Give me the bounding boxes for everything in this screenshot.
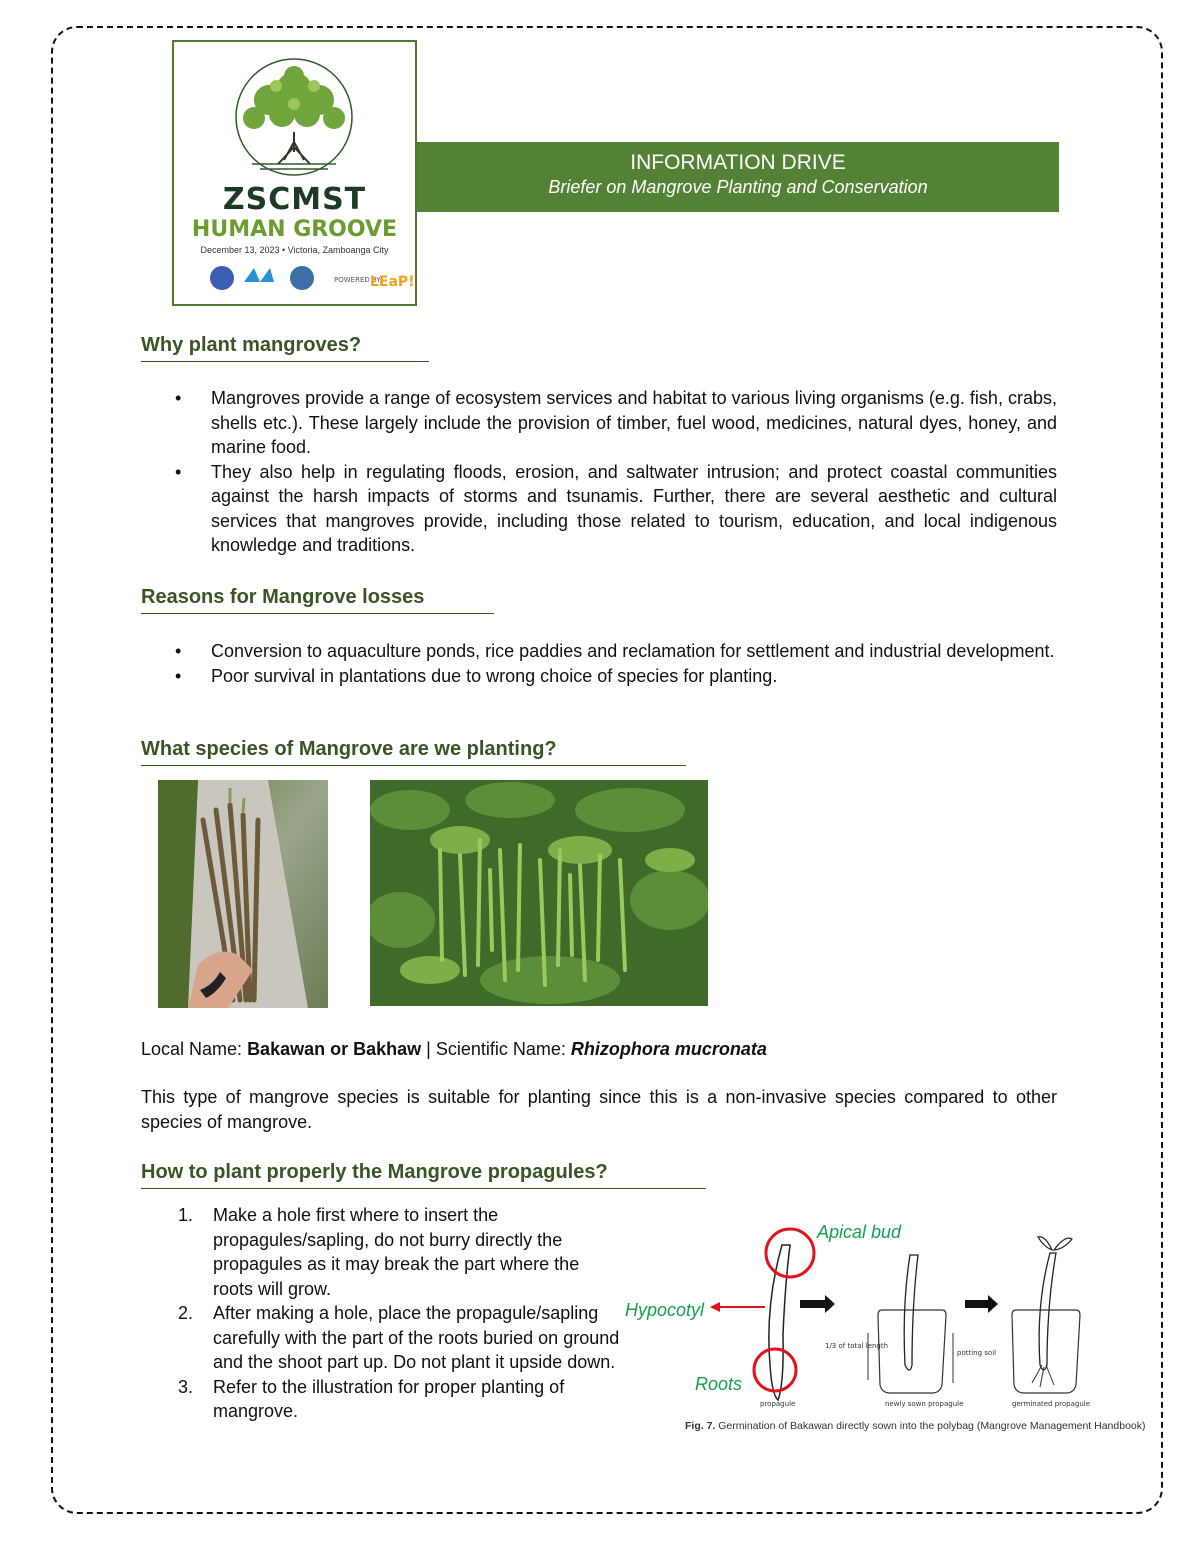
step-number: 2.: [178, 1303, 194, 1323]
list-item: • Mangroves provide a range of ecosystem services and habitat to various living organisms (e.g. fish, crabs, shells etc.). These largely include the provision of timber, fuel wood, medicines, natural dyes, honey, and marine food.: [141, 386, 1057, 460]
stage1-label: propagule: [760, 1400, 796, 1408]
hypocotyl-label: Hypocotyl: [625, 1300, 705, 1320]
tree-emblem-icon: [174, 42, 415, 304]
banner-title: INFORMATION DRIVE: [630, 151, 846, 174]
list-item: [141, 1375, 621, 1424]
step-text: Refer to the illustration for proper planting of mangrove.: [213, 1376, 565, 1421]
logo-subtitle: HUMAN GROOVE: [191, 217, 398, 242]
species-description: This type of mangrove species is suitable for planting since this is a non-invasive species compared to other species of mangrove.: [141, 1087, 1057, 1132]
measure2-label: potting soil: [957, 1349, 997, 1357]
logo-title: ZSCMST: [222, 182, 367, 217]
roots-label: Roots: [695, 1374, 743, 1394]
figure-caption-text: Germination of Bakawan directly sown into the polybag (Mangrove Management Handbook): [715, 1420, 1146, 1432]
scientific-name: Rhizophora mucronata: [570, 1039, 767, 1059]
why-bullet-list: [141, 386, 1057, 558]
svg-text:POWERED BY: POWERED BY: [334, 276, 381, 284]
step-text: After making a hole, place the propagule/sapling carefully with the part of the roots buried on ground and the shoot part up. Do not plant it upside down.: [213, 1303, 620, 1372]
local-name-label: Local Name:: [141, 1039, 248, 1059]
list-item: • Poor survival in plantations due to wrong choice of species for planting.: [141, 664, 1057, 689]
scientific-name-label: | Scientific Name:: [421, 1039, 571, 1059]
local-name: Bakawan or Bakhaw: [247, 1039, 422, 1059]
section-heading-howto: How to plant properly the Mangrove propagules?: [141, 1161, 706, 1189]
figure-caption-number: Fig. 7.: [685, 1420, 716, 1432]
step-number: 3.: [178, 1376, 194, 1397]
measure1-label: 1/3 of total length: [825, 1342, 889, 1350]
svg-text:LEaP!: LEaP!: [370, 274, 415, 290]
section-heading-species: What species of Mangrove are we planting?: [141, 738, 686, 766]
list-item: [141, 1203, 621, 1301]
species-names: [141, 1037, 767, 1062]
apical-bud-label: Apical bud: [817, 1222, 902, 1242]
section-heading-losses: Reasons for Mangrove losses: [141, 586, 494, 614]
logo-event-line: December 13, 2023 • Victoria, Zamboanga City: [200, 245, 389, 255]
title-banner: [417, 142, 1059, 212]
figure-caption: [685, 1420, 1146, 1432]
step-number: 1.: [178, 1205, 194, 1225]
planting-steps: [141, 1203, 621, 1424]
banner-subtitle: Briefer on Mangrove Planting and Conservation: [548, 177, 928, 197]
stage3-label: germinated propagule: [1012, 1400, 1091, 1408]
stage2-label: newly sown propagule: [885, 1400, 964, 1408]
step-text: Make a hole first where to insert the propagules/sapling, do not burry directly the propagules as it may break the part where the roots will grow.: [213, 1205, 580, 1299]
mangrove-tree-photo: [370, 780, 708, 1006]
propagules-hand-photo: [158, 780, 328, 1008]
losses-bullet-list: [141, 639, 1057, 688]
section-heading-why: Why plant mangroves?: [141, 334, 429, 362]
list-item: • They also help in regulating floods, erosion, and saltwater intrusion; and protect coastal communities against the harsh impacts of storms and tsunamis. Further, there are several aesthetic and cultural services that mangroves provide, including those related to tourism, education, and local indigenous knowledge and traditions.: [141, 460, 1057, 558]
list-item: [141, 1301, 621, 1375]
list-item: • Conversion to aquaculture ponds, rice paddies and reclamation for settlement and industrial development.: [141, 639, 1057, 664]
event-logo: [172, 40, 417, 306]
